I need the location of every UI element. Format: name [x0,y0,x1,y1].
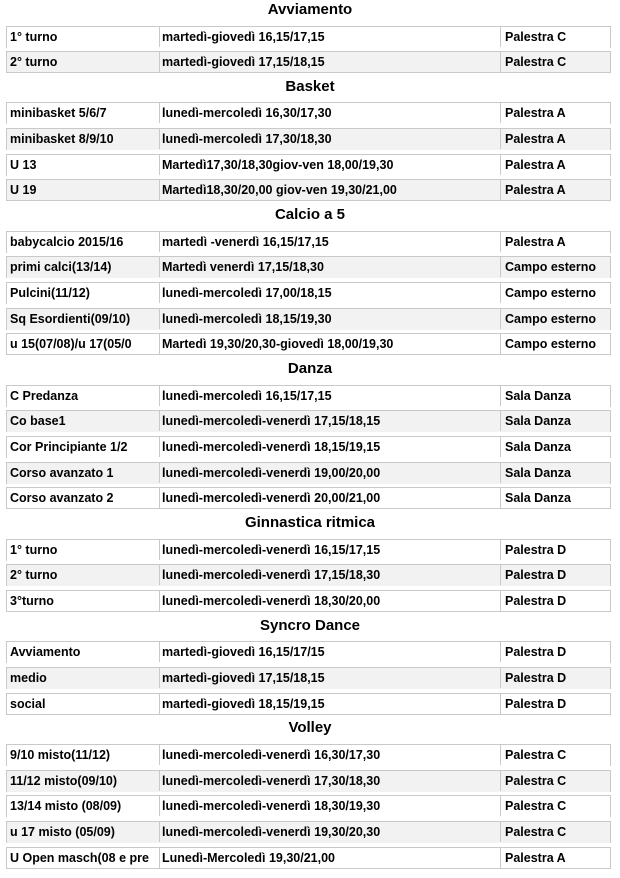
table-row [6,282,611,304]
location-cell: Palestra C [500,796,610,816]
table-row [6,385,611,407]
table-row [6,154,611,176]
course-cell: Sq Esordienti(09/10) [10,312,131,326]
course-cell: medio [10,671,47,685]
course-cell: Cor Principiante 1/2 [10,440,128,454]
location-cell: Sala Danza [500,386,610,406]
schedule-cell: Martedì17,30/18,30giov-ven 18,00/19,30 [159,155,499,175]
table-row [6,231,611,253]
location-cell: Palestra D [500,668,610,688]
table-row [6,539,611,561]
schedule-cell: lunedì-mercoledì-venerdì 17,15/18,15 [159,411,499,431]
schedule-cell: lunedì-mercoledì-venerdì 19,00/20,00 [159,463,499,483]
course-cell: minibasket 8/9/10 [10,132,114,146]
schedule-cell: lunedì-mercoledì-venerdì 19,30/20,30 [159,822,499,842]
schedule-cell: martedì-giovedì 16,15/17/15 [159,642,499,662]
schedule-cell: lunedì-mercoledì-venerdì 17,30/18,30 [159,771,499,791]
schedule-cell: lunedì-mercoledì 16,15/17,15 [159,386,499,406]
schedule-cell: lunedì-mercoledì 18,15/19,30 [159,309,499,329]
course-cell: Co base1 [10,414,66,428]
table-row [6,744,611,766]
location-cell: Palestra C [500,27,610,47]
course-cell: primi calci(13/14) [10,260,112,274]
table-row [6,770,611,792]
location-cell: Sala Danza [500,488,610,508]
schedule-cell: lunedì-mercoledì 17,30/18,30 [159,129,499,149]
section-title: Calcio a 5 [274,206,346,223]
schedule-cell: martedì-giovedì 16,15/17,15 [159,27,499,47]
schedule-cell: martedì-giovedì 17,15/18,15 [159,668,499,688]
location-cell: Sala Danza [500,437,610,457]
location-cell: Palestra A [500,180,610,200]
table-row [6,693,611,715]
course-cell: social [10,697,46,711]
section-title: Basket [285,78,335,95]
course-cell: u 17 misto (05/09) [10,825,115,839]
table-row [6,821,611,843]
schedule-cell: lunedì-mercoledì-venerdì 18,15/19,15 [159,437,499,457]
location-cell: Palestra C [500,822,610,842]
location-cell: Palestra C [500,52,610,72]
location-cell: Palestra D [500,565,610,585]
course-cell: 13/14 misto (08/09) [10,799,122,813]
schedule-cell: lunedì-mercoledì-venerdì 16,15/17,15 [159,540,499,560]
location-cell: Palestra A [500,103,610,123]
course-cell: u 15(07/08)/u 17(05/0 [10,337,132,351]
course-cell: U 13 [10,158,37,172]
table-row [6,333,611,355]
table-row [6,487,611,509]
course-cell: U Open masch(08 e pre [10,851,149,865]
location-cell: Palestra A [500,232,610,252]
table-row [6,308,611,330]
table-row [6,641,611,663]
course-cell: 2° turno [10,55,58,69]
table-row [6,795,611,817]
section-title: Ginnastica ritmica [244,514,376,531]
table-row [6,51,611,73]
schedule-cell: Lunedì-Mercoledì 19,30/21,00 [159,848,499,868]
course-cell: Pulcini(11/12) [10,286,90,300]
location-cell: Palestra D [500,642,610,662]
location-cell: Palestra A [500,155,610,175]
schedule-cell: Martedì 19,30/20,30-giovedì 18,00/19,30 [159,334,499,354]
table-row [6,26,611,48]
table-row [6,102,611,124]
schedule-cell: lunedì-mercoledì-venerdì 16,30/17,30 [159,745,499,765]
location-cell: Palestra C [500,771,610,791]
section-title: Danza [287,360,333,377]
schedule-cell: martedì-giovedì 17,15/18,15 [159,52,499,72]
location-cell: Palestra A [500,129,610,149]
course-cell: babycalcio 2015/16 [10,235,124,249]
location-cell: Campo esterno [500,283,610,303]
schedule-cell: lunedì-mercoledì 17,00/18,15 [159,283,499,303]
section-title: Avviamento [267,1,353,18]
location-cell: Campo esterno [500,334,610,354]
course-cell: 2° turno [10,568,58,582]
location-cell: Palestra D [500,694,610,714]
location-cell: Sala Danza [500,463,610,483]
schedule-cell: Martedì18,30/20,00 giov-ven 19,30/21,00 [159,180,499,200]
table-row [6,179,611,201]
schedule-cell: martedì -venerdì 16,15/17,15 [159,232,499,252]
location-cell: Campo esterno [500,257,610,277]
schedule-cell: lunedì-mercoledì-venerdì 18,30/20,00 [159,591,499,611]
table-row [6,410,611,432]
table-row [6,436,611,458]
table-row [6,847,611,869]
course-cell: 9/10 misto(11/12) [10,748,111,762]
course-cell: minibasket 5/6/7 [10,106,107,120]
location-cell: Campo esterno [500,309,610,329]
schedule-cell: lunedì-mercoledì 16,30/17,30 [159,103,499,123]
course-cell: Corso avanzato 1 [10,466,114,480]
course-cell: 1° turno [10,543,58,557]
course-cell: C Predanza [10,389,79,403]
table-row [6,564,611,586]
table-row [6,256,611,278]
table-row [6,667,611,689]
course-cell: 1° turno [10,30,58,44]
section-title: Syncro Dance [259,617,361,634]
location-cell: Sala Danza [500,411,610,431]
schedule-cell: Martedì venerdì 17,15/18,30 [159,257,499,277]
course-cell: 3°turno [10,594,54,608]
schedule-cell: lunedì-mercoledì-venerdì 20,00/21,00 [159,488,499,508]
location-cell: Palestra C [500,745,610,765]
course-cell: Corso avanzato 2 [10,491,114,505]
schedule-cell: lunedì-mercoledì-venerdì 18,30/19,30 [159,796,499,816]
course-cell: Avviamento [10,645,81,659]
course-cell: 11/12 misto(09/10) [10,774,118,788]
section-title: Volley [288,719,332,736]
table-row [6,128,611,150]
schedule-cell: lunedì-mercoledì-venerdì 17,15/18,30 [159,565,499,585]
location-cell: Palestra D [500,591,610,611]
table-row [6,590,611,612]
schedule-cell: martedì-giovedì 18,15/19,15 [159,694,499,714]
location-cell: Palestra D [500,540,610,560]
course-cell: U 19 [10,183,37,197]
table-row [6,462,611,484]
location-cell: Palestra A [500,848,610,868]
